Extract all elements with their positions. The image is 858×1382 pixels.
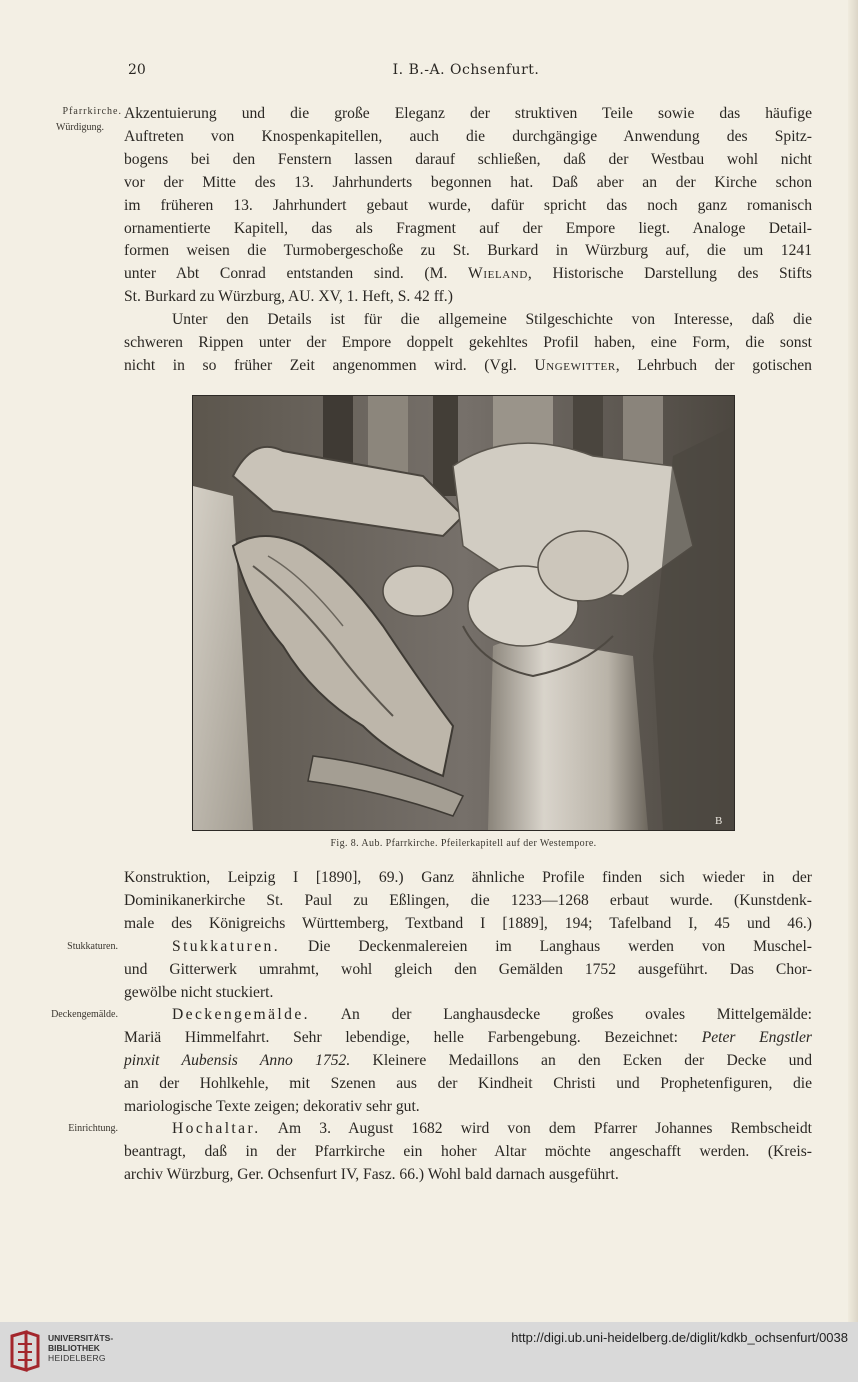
margin-note-einrichtung: Einrichtung. xyxy=(68,1123,118,1134)
text-line: im früheren 13. Jahrhundert gebaut wurde, dafür spricht das noch ganz romanisch xyxy=(124,196,812,214)
margin-note-pfarrkirche: Pfarrkirche. xyxy=(62,106,122,117)
figure-caption: Fig. 8. Aub. Pfarrkirche. Pfeilerkapitell auf der Westempore. xyxy=(330,838,597,849)
paragraph-details xyxy=(124,309,812,378)
text-line: Mariä Himmelfahrt. Sehr lebendige, helle Farbengebung. Bezeichnet: Peter Engstler xyxy=(124,1028,812,1046)
paragraph-stukkaturen xyxy=(124,936,812,1005)
photo-monogram: B xyxy=(715,815,723,827)
text-line: unter Abt Conrad entstanden sind. (M. Wieland, Historische Darstellung des Stifts xyxy=(124,265,812,283)
running-title: I. B.-A. Ochsenfurt. xyxy=(392,62,540,78)
text-line: pinxit Aubensis Anno 1752. Kleinere Medaillons an den Ecken der Decke und xyxy=(124,1051,812,1069)
section-lead: Hochaltar. xyxy=(172,1120,261,1137)
text-line: Stukkaturen. Die Deckenmalereien im Langhaus werden von Muschel- xyxy=(172,938,812,955)
text-line: formen weisen die Turmobergeschoße zu St. Burkard in Würzburg auf, die um 1241 xyxy=(124,242,812,260)
text-line: beantragt, daß in der Pfarrkirche ein hoher Altar möchte angeschafft werden. (Kreis- xyxy=(124,1142,812,1160)
text-line: schweren Rippen unter der Empore doppelt gekehltes Profil haben, eine Form, die sonst xyxy=(124,333,812,351)
paragraph-deckengemaelde xyxy=(124,1004,812,1119)
text-line: vor der Mitte des 13. Jahrhunderts begonnen hat. Daß aber an der Kirche schon xyxy=(124,173,812,191)
text-line: Unter den Details ist für die allgemeine Stilgeschichte von Interesse, daß die xyxy=(172,311,812,328)
figure-capital-photo xyxy=(192,395,735,831)
page-edge-shadow xyxy=(848,0,858,1322)
signature-text: Peter Engstler xyxy=(701,1028,812,1046)
paragraph-hochaltar xyxy=(124,1118,812,1187)
text-line: Konstruktion, Leipzig I [1890], 69.) Ganz ähnliche Profile finden sich wieder in der xyxy=(124,869,812,886)
text-line: St. Burkard zu Würzburg, AU. XV, 1. Heft, S. 42 ff.) xyxy=(124,288,453,306)
paragraph-westbau xyxy=(124,103,812,309)
text-line: ornamentierte Kapitell, das als Fragment auf der Empore liegt. Analoge Detail- xyxy=(124,219,812,237)
text-line: gewölbe nicht stuckiert. xyxy=(124,983,274,1001)
text-line: nicht in so früher Zeit angenommen wird. (Vgl. Ungewitter, Lehrbuch der gotischen xyxy=(124,356,812,374)
text-line: archiv Würzburg, Ger. Ochsenfurt IV, Fasz. 66.) Wohl bald darnach ausgeführt. xyxy=(124,1165,619,1183)
section-lead: Stukkaturen. xyxy=(172,938,281,955)
page-number: 20 xyxy=(128,62,146,78)
margin-note-deckengemaelde: Deckengemälde. xyxy=(51,1009,118,1020)
text-line: und Gitterwerk umrahmt, wohl gleich den Gemälden 1752 ausgeführt. Das Chor- xyxy=(124,960,812,978)
text-line: male des Königreichs Württemberg, Textband I [1889], 194; Tafelband I, 45 und 46.) xyxy=(124,914,812,932)
text-line: Hochaltar. Am 3. August 1682 wird von dem Pfarrer Johannes Rembscheidt xyxy=(172,1120,812,1137)
source-url-link[interactable]: http://digi.ub.uni-heidelberg.de/diglit/kdkb_ochsenfurt/0038 xyxy=(511,1330,848,1345)
margin-note-wuerdigung: Würdigung. xyxy=(55,122,104,133)
text-line: bogens bei den Fenstern lassen darauf schließen, daß der Westbau wohl nicht xyxy=(124,150,812,168)
text-line: Dominikanerkirche St. Paul zu Eßlingen, die 1233—1268 erbaut wurde. (Kunstdenk- xyxy=(124,891,812,909)
library-logo-icon xyxy=(8,1330,42,1372)
text-line: mariologische Texte zeigen; dekorativ sehr gut. xyxy=(124,1097,420,1115)
signature-text: pinxit Aubensis Anno 1752. xyxy=(124,1051,351,1069)
text-line: Akzentuierung und die große Eleganz der struktiven Teile sowie das häufige xyxy=(124,105,812,122)
margin-note-stukkaturen: Stukkaturen. xyxy=(67,941,118,952)
running-header xyxy=(120,62,812,84)
text-line: an der Hohlkehle, mit Szenen aus der Kindheit Christi und Prophetenfiguren, die xyxy=(124,1074,812,1092)
paragraph-konstruktion xyxy=(124,867,812,936)
text-line: Deckengemälde. An der Langhausdecke großes ovales Mittelgemälde: xyxy=(172,1006,812,1023)
library-logo-text: UNIVERSITÄTS- BIBLIOTHEK HEIDELBERG xyxy=(48,1333,114,1363)
author-name: Ungewitter xyxy=(534,356,616,374)
section-lead: Deckengemälde. xyxy=(172,1006,310,1023)
author-name: Wieland xyxy=(468,265,528,283)
text-line: Auftreten von Knospenkapitellen, auch die durchgängige Anwendung des Spitz- xyxy=(124,127,812,145)
capital-photo-illustration xyxy=(193,396,734,830)
